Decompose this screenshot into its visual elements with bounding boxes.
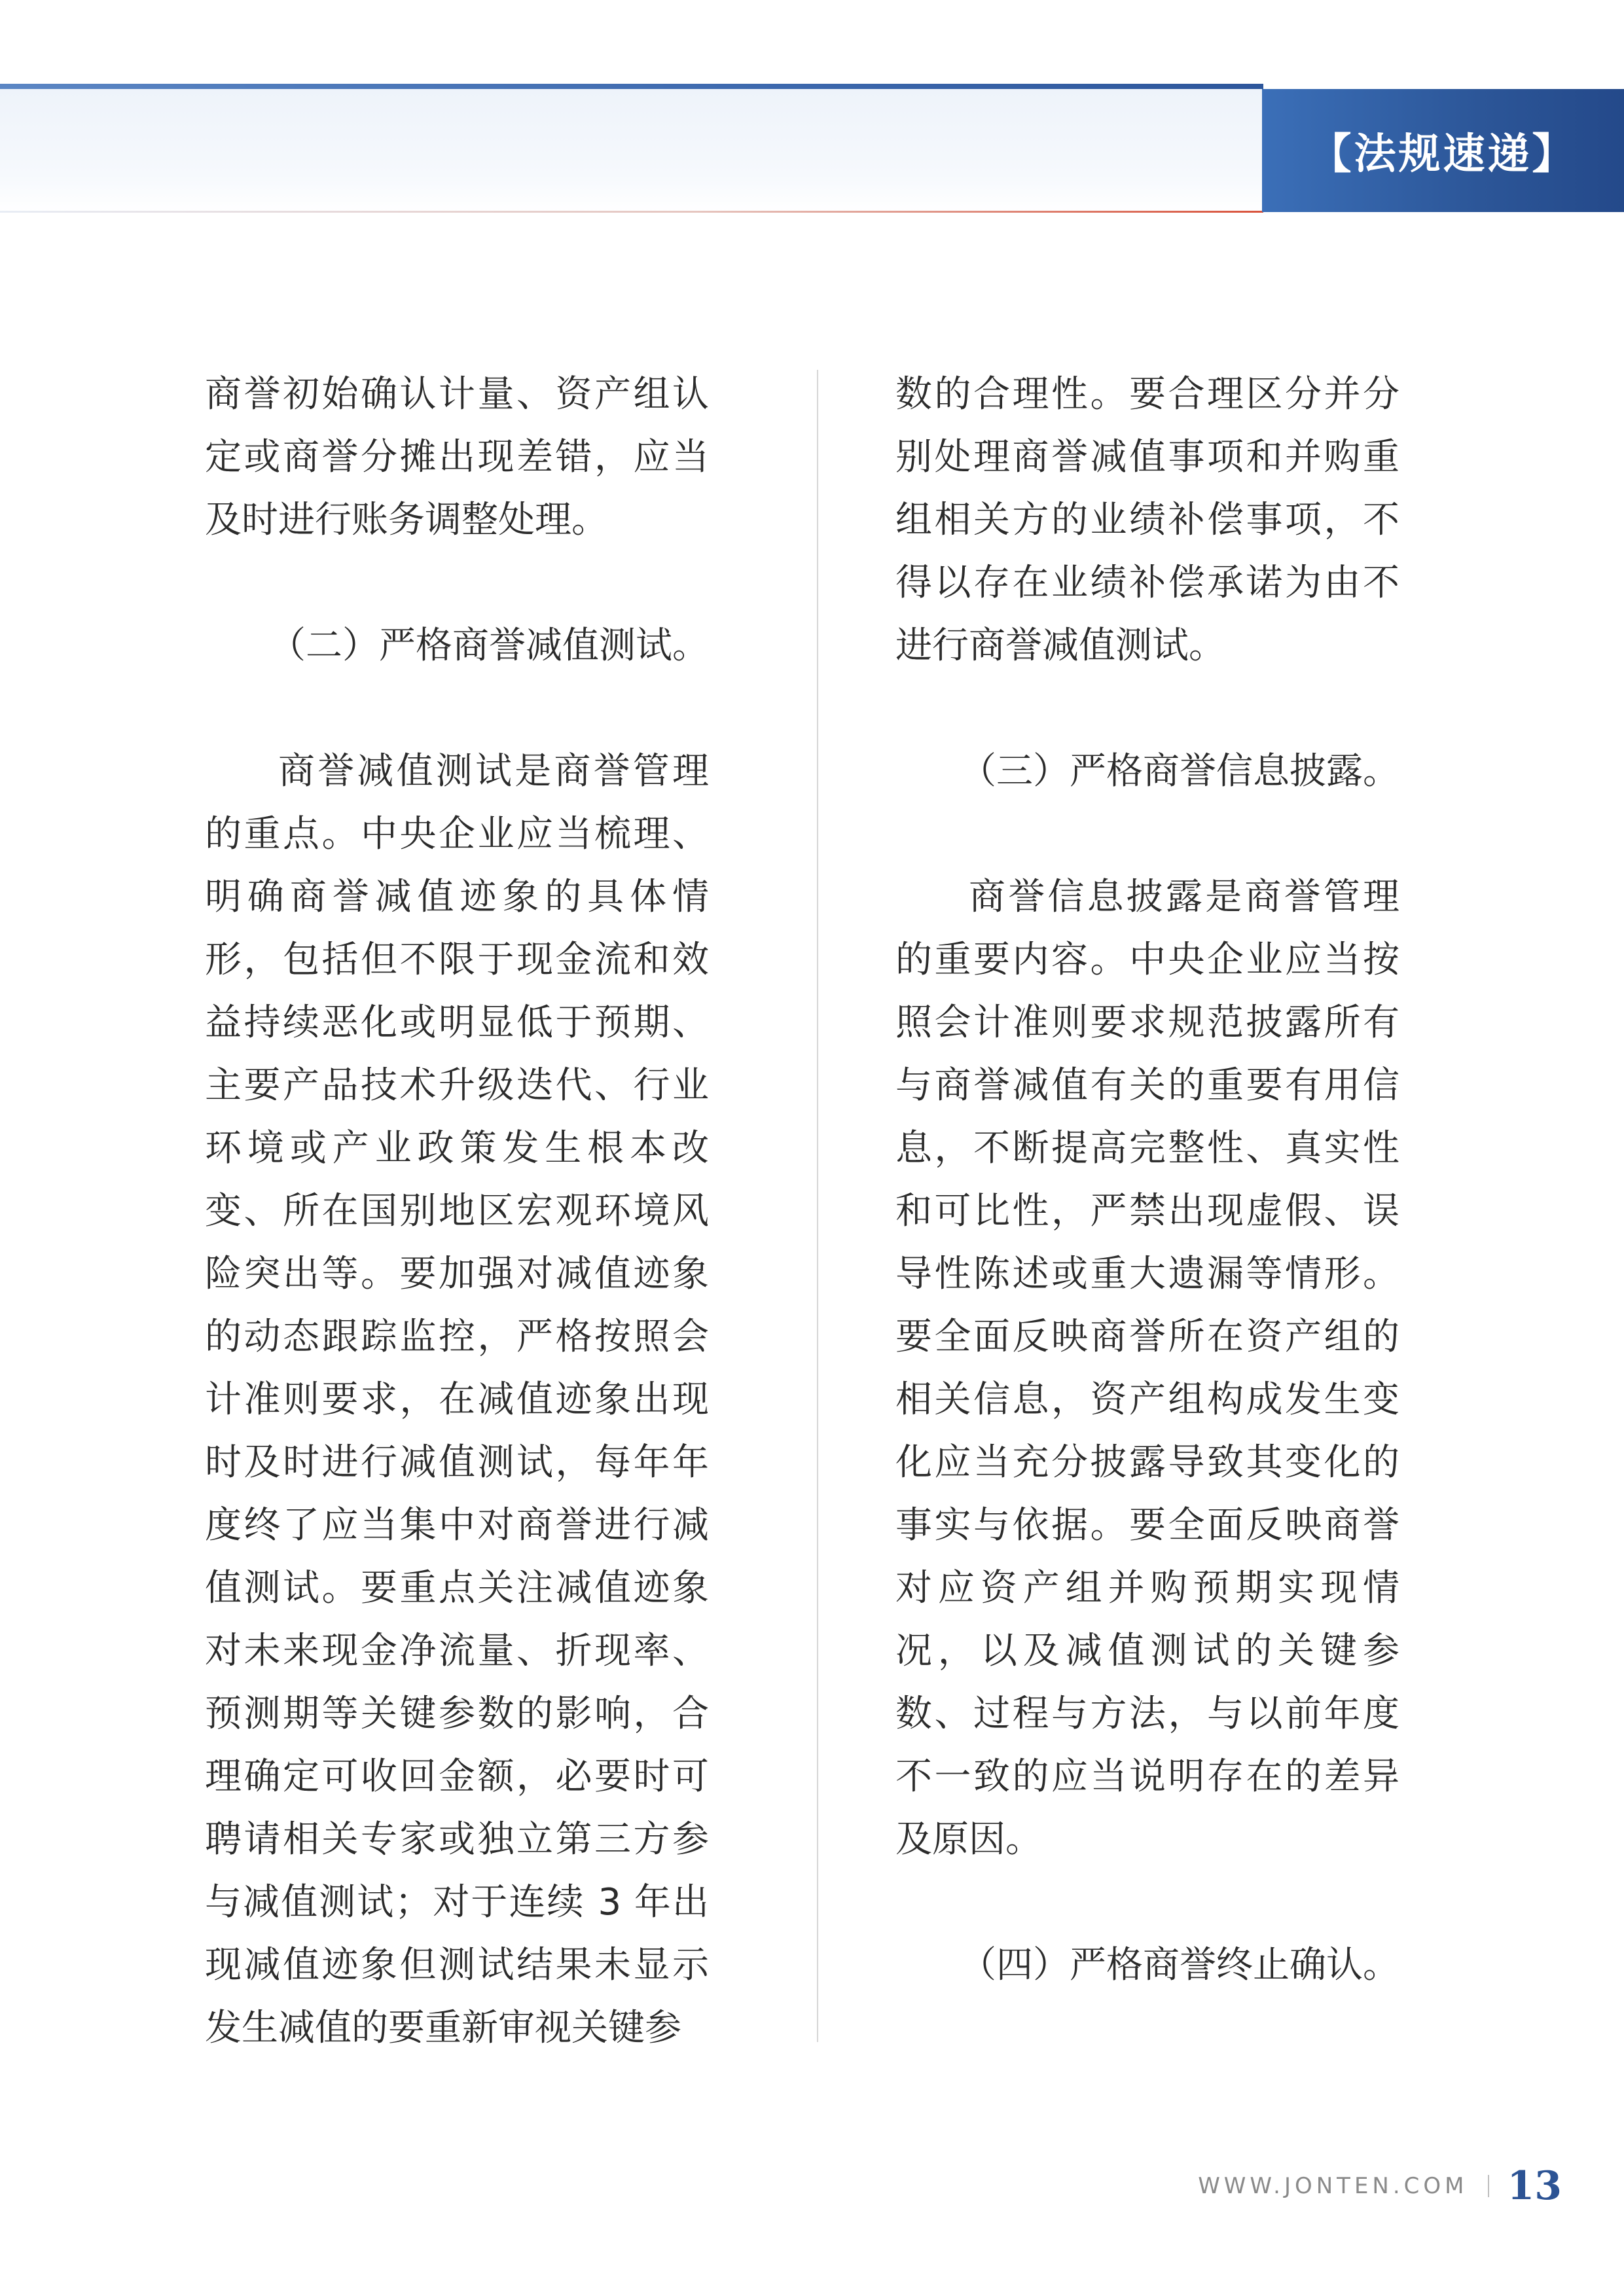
section-tab: [1262, 89, 1624, 212]
section-heading: （四）严格商誉终止确认。: [960, 1944, 1399, 1986]
right-column: [895, 363, 1399, 1997]
header-top-rule: [0, 84, 1263, 89]
header-accent-line: [0, 211, 1263, 213]
section-heading: （二）严格商誉减值测试。: [269, 624, 709, 667]
paragraph: 数的合理性。要合理区分并分别处理商誉减值事项和并购重组相关方的业绩补偿事项，不得以存在业绩补偿承诺为由不进行商誉减值测试。: [895, 373, 1399, 667]
section-heading: （三）严格商誉信息披露。: [960, 750, 1399, 793]
footer-separator: [1488, 2175, 1489, 2197]
footer-website[interactable]: WWW.JONTEN.COM: [1198, 2173, 1468, 2199]
left-column: [205, 363, 709, 2060]
section-label: 【法规速递】: [1309, 130, 1577, 179]
page-number: 13: [1507, 2163, 1562, 2209]
paragraph: 商誉减值测试是商誉管理的重点。中央企业应当梳理、明确商誉减值迹象的具体情形，包括但不限于现金流和效益持续恶化或明显低于预期、主要产品技术升级迭代、行业环境或产业政策发生根本改变、所在国别地区宏观环境风险突出等。要加强对减值迹象的动态跟踪监控，严格按照会计准则要求，在减值迹象出现时及时进行减值测试，每年年度终了应当集中对商誉进行减值测试。要重点关注减值迹象对未来现金净流量、折现率、预测期等关键参数的影响，合理确定可收回金额，必要时可聘请相关专家或独立第三方参与减值测试；对于连续 3 年出现减值迹象但测试结果未显示发生减值的要重新审视关键参: [205, 750, 709, 2049]
paragraph: 商誉初始确认计量、资产组认定或商誉分摊出现差错，应当及时进行账务调整处理。: [205, 373, 709, 541]
column-divider: [817, 370, 818, 2042]
page-footer: [1198, 2160, 1562, 2212]
paragraph: 商誉信息披露是商誉管理的重要内容。中央企业应当按照会计准则要求规范披露所有与商誉减值有关的重要有用信息，不断提高完整性、真实性和可比性，严禁出现虚假、误导性陈述或重大遗漏等情形。要全面反映商誉所在资产组的相关信息，资产组构成发生变化应当充分披露导致其变化的事实与依据。要全面反映商誉对应资产组并购预期实现情况，以及减值测试的关键参数、过程与方法，与以前年度不一致的应当说明存在的差异及原因。: [895, 876, 1399, 1861]
header-band: [0, 89, 1263, 212]
